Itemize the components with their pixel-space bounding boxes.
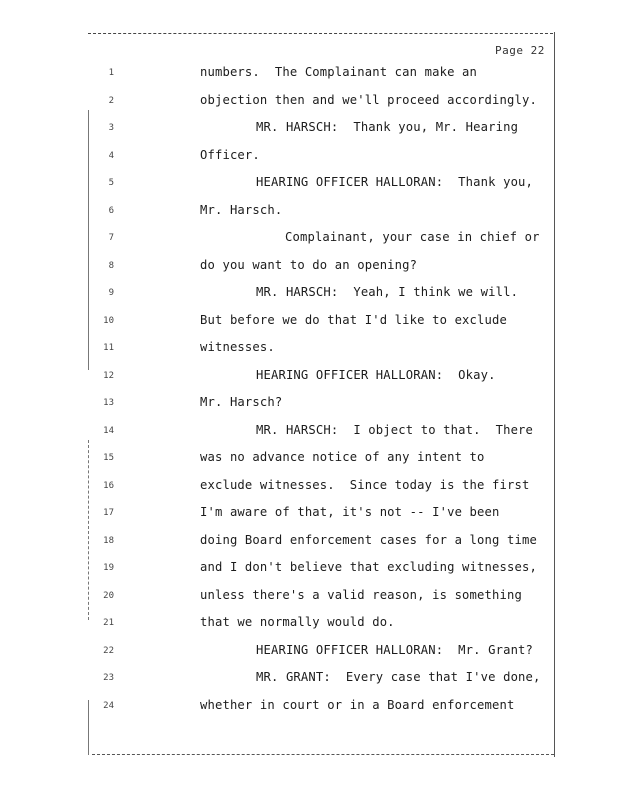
line-text: HEARING OFFICER HALLORAN: Okay.: [256, 367, 496, 382]
transcript-line: [0, 115, 618, 143]
transcript-line: [0, 225, 618, 253]
line-text: MR. HARSCH: I object to that. There: [256, 422, 534, 437]
transcript-line: [0, 143, 618, 171]
line-text: HEARING OFFICER HALLORAN: Mr. Grant?: [256, 642, 534, 657]
transcript-line: [0, 638, 618, 666]
line-text: MR. HARSCH: Thank you, Mr. Hearing: [256, 120, 519, 134]
transcript-line: [0, 198, 618, 226]
page-number: Page 22: [495, 44, 545, 57]
transcript-line: [0, 473, 618, 501]
line-number: 15: [103, 453, 114, 463]
line-text: unless there's a valid reason, is something: [200, 587, 522, 602]
line-number: 23: [103, 673, 114, 683]
line-text: exclude witnesses. Since today is the first: [200, 477, 530, 492]
transcript-line: [0, 528, 618, 556]
line-number: 13: [103, 398, 114, 408]
line-number: 2: [108, 95, 114, 106]
line-text: Officer.: [200, 147, 260, 162]
line-number: 18: [103, 535, 114, 546]
transcript-line: [0, 555, 618, 583]
line-number: 16: [103, 480, 114, 491]
transcript-line: [0, 390, 618, 418]
line-text: numbers. The Complainant can make an: [200, 65, 478, 79]
transcript-line: [0, 253, 618, 281]
line-number: 10: [103, 315, 114, 326]
transcript-line: [0, 445, 618, 473]
transcript-line: [0, 308, 618, 336]
line-text: whether in court or in a Board enforcement: [200, 697, 515, 712]
line-text: and I don't believe that excluding witnesses,: [200, 560, 537, 574]
transcript-line: [0, 88, 618, 116]
line-number: 20: [103, 590, 114, 601]
line-number: 12: [103, 370, 114, 381]
line-number: 7: [108, 233, 114, 243]
line-text: objection then and we'll proceed accordingly.: [200, 92, 537, 107]
transcript-line: [0, 335, 618, 363]
line-number: 6: [108, 205, 114, 216]
line-text: Mr. Harsch.: [200, 202, 283, 217]
line-number: 1: [108, 68, 114, 78]
line-text: I'm aware of that, it's not -- I've been: [200, 505, 500, 519]
line-number: 21: [103, 618, 114, 628]
line-text: MR. GRANT: Every case that I've done,: [256, 670, 541, 684]
transcript-line: [0, 665, 618, 693]
transcript-line: [0, 60, 618, 88]
transcript-line: [0, 500, 618, 528]
line-text: witnesses.: [200, 340, 275, 354]
line-text: was no advance notice of any intent to: [200, 450, 485, 464]
scan-top-border: [88, 33, 553, 35]
line-text: But before we do that I'd like to exclude: [200, 312, 507, 327]
line-text: MR. HARSCH: Yeah, I think we will.: [256, 285, 519, 299]
line-text: Complainant, your case in chief or: [285, 230, 540, 244]
transcript-line: [0, 280, 618, 308]
line-number: 3: [108, 123, 114, 133]
line-number: 17: [103, 508, 114, 518]
transcript-line: [0, 610, 618, 638]
line-text: HEARING OFFICER HALLORAN: Thank you,: [256, 175, 534, 189]
transcript-line: [0, 693, 618, 721]
line-number: 9: [108, 288, 114, 298]
line-number: 22: [103, 645, 114, 656]
line-number: 4: [108, 150, 114, 161]
transcript-line: [0, 363, 618, 391]
transcript-lines: [0, 60, 618, 720]
line-number: 24: [103, 700, 114, 711]
transcript-line: [0, 583, 618, 611]
scan-bottom-border: [92, 754, 554, 756]
transcript-line: [0, 170, 618, 198]
line-text: Mr. Harsch?: [200, 395, 283, 409]
line-number: 8: [108, 260, 114, 271]
line-number: 11: [103, 343, 114, 353]
line-number: 19: [103, 563, 114, 573]
line-text: doing Board enforcement cases for a long time: [200, 532, 537, 547]
line-text: do you want to do an opening?: [200, 257, 418, 272]
line-text: that we normally would do.: [200, 615, 395, 629]
transcript-line: [0, 418, 618, 446]
line-number: 14: [103, 425, 114, 436]
line-number: 5: [108, 178, 114, 188]
